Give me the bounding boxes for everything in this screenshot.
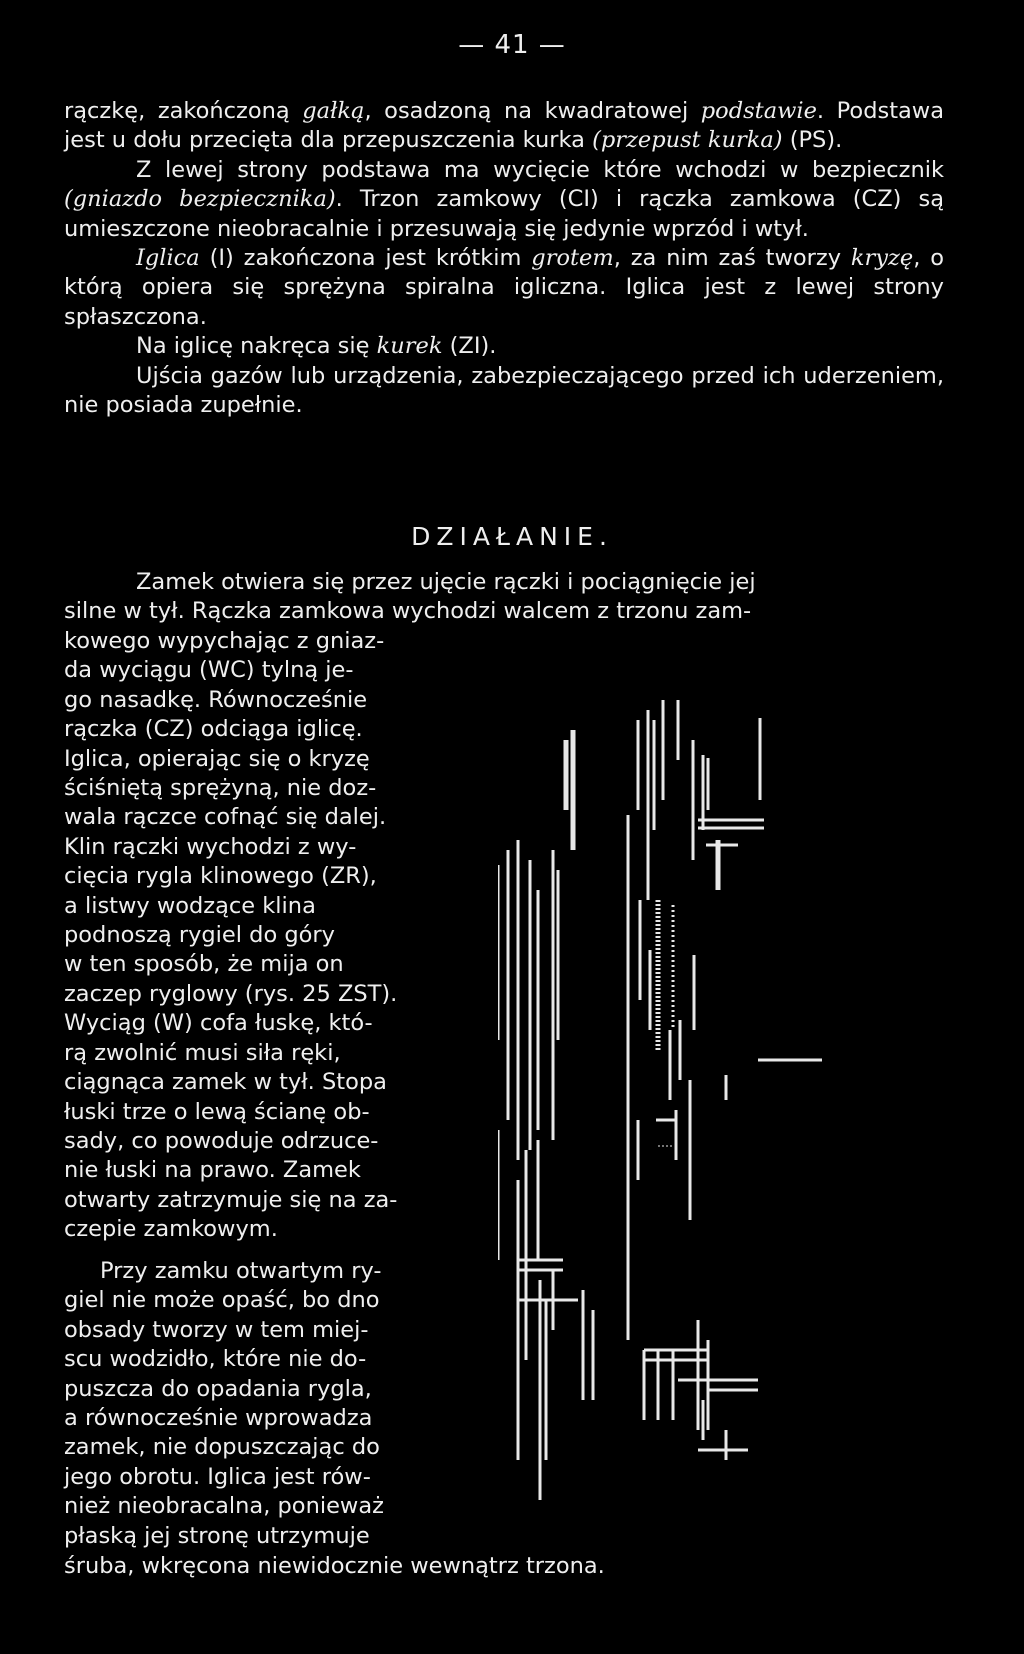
action-intro bbox=[64, 568, 944, 627]
action-line: ściśniętą sprężyną, nie doz- bbox=[64, 775, 377, 802]
action-line: a listwy wodzące klina bbox=[64, 892, 316, 919]
action-line-2: silne w tył. Rączka zamkowa wychodzi walcem z trzonu zam- bbox=[64, 598, 752, 625]
action-line: da wyciągu (WC) tylną je- bbox=[64, 657, 354, 684]
closing-last-line: śruba, wkręcona niewidocznie wewnątrz trzona. bbox=[64, 1553, 605, 1579]
action-line: czepie zamkowym. bbox=[64, 1216, 278, 1243]
technical-drawing-icon bbox=[498, 700, 952, 1540]
action-line: rączka (CZ) odciąga iglicę. bbox=[64, 716, 363, 743]
closing-line: puszcza do opadania rygla, bbox=[64, 1375, 372, 1402]
action-line: go nasadkę. Równocześnie bbox=[64, 686, 368, 713]
closing-line: Przy zamku otwartym ry- bbox=[100, 1258, 382, 1284]
action-line: Wyciąg (W) cofa łuskę, któ- bbox=[64, 1010, 373, 1037]
action-line: Klin rączki wychodzi z wy- bbox=[64, 833, 357, 860]
paragraph-2: Z lewej strony podstawa ma wycięcie które wchodzi w bezpiecznik (gniazdo bezpiecznika). Trzon zamkowy (CI) i rączka zamkowa (CZ) są umieszczone nieobracalnie i przesuwają się jedynie wprzód i wtył. bbox=[64, 156, 944, 242]
action-line: wala rączce cofnąć się dalej. bbox=[64, 804, 387, 831]
closing-line: a równocześnie wprowadza bbox=[64, 1405, 373, 1432]
action-line: zaczep ryglowy (rys. 25 ZST). bbox=[64, 980, 398, 1007]
intro-text bbox=[64, 97, 944, 420]
action-line: cięcia rygla klinowego (ZR), bbox=[64, 863, 377, 890]
paragraph-4: Na iglicę nakręca się kurek (ZI). bbox=[136, 333, 497, 360]
action-line: otwarty zatrzymuje się na za- bbox=[64, 1186, 398, 1213]
page-number: — 41 — bbox=[458, 30, 566, 60]
section-heading: DZIAŁANIE. bbox=[411, 522, 613, 551]
paragraph-1: rączkę, zakończoną gałką, osadzoną na kwadratowej podstawie. Podstawa jest u dołu przecięta dla przepuszczenia kurka (przepust kurka) (PS). bbox=[64, 98, 944, 154]
paragraph-3: Iglica (I) zakończona jest krótkim grotem, za nim zaś tworzy kryzę, o którą opiera się sprężyna spiralna igliczna. Iglica jest z lewej strony spłaszczona. bbox=[64, 245, 944, 330]
action-line: nie łuski na prawo. Zamek bbox=[64, 1157, 361, 1184]
action-line: podnoszą rygiel do góry bbox=[64, 922, 335, 949]
action-line: ciągnąca zamek w tył. Stopa bbox=[64, 1069, 387, 1096]
paragraph-5: Ujścia gazów lub urządzenia, zabezpieczającego przed ich uderzeniem, nie posiada zupełnie. bbox=[64, 362, 944, 419]
action-line-1: Zamek otwiera się przez ujęcie rączki i pociągnięcie jej bbox=[136, 569, 756, 595]
action-line: rą zwolnić musi siła ręki, bbox=[64, 1039, 341, 1066]
action-line: w ten sposób, że mija on bbox=[64, 951, 344, 978]
closing-line: nież nieobracalna, ponieważ bbox=[64, 1493, 384, 1520]
closing-line: obsady tworzy w tem miej- bbox=[64, 1316, 369, 1343]
closing-text bbox=[64, 1257, 432, 1551]
action-line: Iglica, opierając się o kryzę bbox=[64, 745, 370, 772]
closing-line: giel nie może opaść, bo dno bbox=[64, 1287, 380, 1314]
action-text bbox=[64, 627, 432, 1245]
closing-line: scu wodzidło, które nie do- bbox=[64, 1346, 367, 1373]
action-line: sady, co powoduje odrzuce- bbox=[64, 1127, 379, 1154]
closing-line: płaską jej stronę utrzymuje bbox=[64, 1522, 370, 1549]
closing-line: jego obrotu. Iglica jest rów- bbox=[64, 1463, 371, 1490]
action-line: kowego wypychając z gniaz- bbox=[64, 628, 385, 654]
closing-line: zamek, nie dopuszczając do bbox=[64, 1434, 380, 1461]
action-line: łuski trze o lewą ścianę ob- bbox=[64, 1098, 370, 1125]
